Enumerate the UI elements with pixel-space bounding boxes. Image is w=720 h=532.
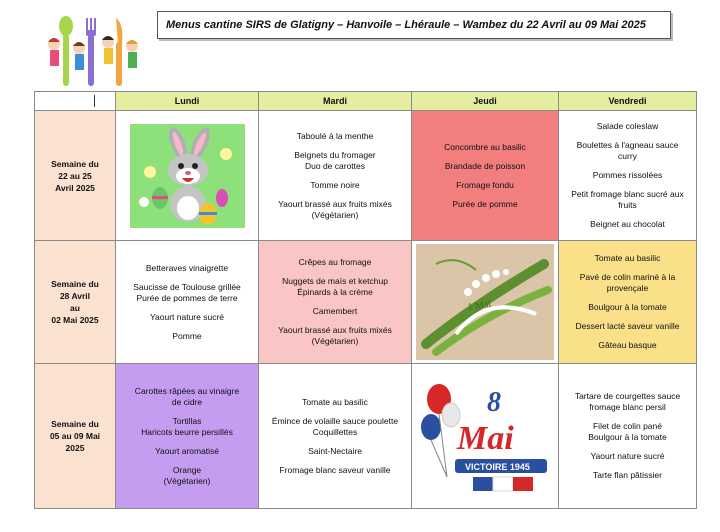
dish: Salade coleslaw bbox=[596, 121, 659, 131]
week-row-3 bbox=[35, 364, 697, 509]
col-header-jeudi: Jeudi bbox=[412, 92, 559, 111]
dish: Yaourt brassé aux fruits mixés (Végétarien) bbox=[278, 198, 392, 220]
dish: Orange (Végétarien) bbox=[163, 464, 211, 486]
dish: Boulgour à la tomate bbox=[588, 302, 667, 312]
week-label-2: Semaine du 28 Avril au 02 Mai 2025 bbox=[35, 241, 116, 364]
dish: Concombre au basilic bbox=[444, 141, 526, 152]
dish: Pomme bbox=[172, 330, 202, 341]
dish: Fromage blanc saveur vanille bbox=[279, 464, 391, 475]
page-title: Menus cantine SIRS de Glatigny – Hanvoile – Lhéraule – Wambez du 22 Avril au 09 Mai 2025 bbox=[166, 19, 646, 31]
dish: Filet de colin pané Boulgour à la tomate bbox=[588, 421, 667, 442]
dish: Beignets du fromager Duo de carottes bbox=[294, 149, 376, 171]
dish: Petit fromage blanc sucré aux fruits bbox=[571, 189, 684, 210]
victory-label: VICTOIRE 1945 bbox=[465, 462, 530, 472]
dish: Fromage fondu bbox=[456, 179, 514, 190]
title-box bbox=[157, 11, 671, 39]
dish: Tarte flan pâtissier bbox=[593, 470, 662, 480]
corner-cell bbox=[35, 92, 116, 111]
week-label-1: Semaine du 22 au 25 Avril 2025 bbox=[35, 111, 116, 241]
easter-image-cell bbox=[116, 111, 259, 241]
dish: Yaourt brassé aux fruits mixés (Végétarien) bbox=[278, 325, 392, 346]
mardi-week-2 bbox=[259, 241, 412, 364]
dish: Tomate au basilic bbox=[594, 253, 661, 263]
col-header-vendredi: Vendredi bbox=[559, 92, 697, 111]
dish: Tartare de courgettes sauce fromage blanc persil bbox=[574, 391, 681, 412]
image-caption: 1 Mai bbox=[466, 298, 492, 313]
victoire-1945-image bbox=[417, 377, 553, 495]
dish: Yaourt aromatisé bbox=[154, 445, 220, 456]
dish: Tomate au basilic bbox=[302, 396, 368, 407]
week-row-1 bbox=[35, 111, 697, 241]
cantine-kids-logo bbox=[34, 14, 144, 90]
dish: Tortillas Haricots beurre persillés bbox=[141, 415, 233, 437]
dish: Tomme noire bbox=[310, 179, 360, 190]
dish: Taboulé à la menthe bbox=[296, 130, 374, 141]
dish: Dessert lacté saveur vanille bbox=[575, 321, 680, 331]
dish: Pommes rissolées bbox=[592, 170, 663, 180]
dish: Betteraves vinaigrette bbox=[145, 262, 229, 273]
victory-image-cell bbox=[412, 364, 559, 509]
dish: Beignet au chocolat bbox=[590, 219, 665, 229]
lily-of-the-valley-image bbox=[416, 244, 554, 360]
lily-of-valley-image-cell bbox=[412, 241, 559, 364]
dish: Émince de volaille sauce poulette Coquillettes bbox=[271, 415, 399, 437]
dish: Purée de pomme bbox=[452, 198, 518, 209]
victory-month: Mai bbox=[457, 420, 514, 457]
col-header-lundi: Lundi bbox=[116, 92, 259, 111]
dish: Boulettes à l'agneau sauce curry bbox=[576, 140, 679, 161]
week-row-2 bbox=[35, 241, 697, 364]
dish: Pavé de colin mariné à la provençale bbox=[579, 272, 676, 293]
dish: Carottes râpées au vinaigre de cidre bbox=[134, 385, 240, 407]
vendredi-week-3 bbox=[559, 364, 697, 509]
lundi-week-2 bbox=[116, 241, 259, 364]
lundi-week-3 bbox=[116, 364, 259, 509]
vendredi-week-2 bbox=[559, 241, 697, 364]
dish: Crêpes au fromage bbox=[298, 257, 372, 267]
dish: Yaourt nature sucré bbox=[149, 311, 225, 322]
dish: Gâteau basque bbox=[598, 340, 657, 350]
dish: Nuggets de maïs et ketchup Épinards à la crème bbox=[282, 276, 388, 297]
mardi-week-3 bbox=[259, 364, 412, 509]
easter-bunny-image bbox=[130, 124, 245, 228]
dish: Saint-Nectaire bbox=[308, 445, 362, 456]
week-label-3: Semaine du 05 au 09 Mai 2025 bbox=[35, 364, 116, 509]
dish: Camembert bbox=[312, 306, 358, 316]
mardi-week-1 bbox=[259, 111, 412, 241]
jeudi-week-1 bbox=[412, 111, 559, 241]
dish: Yaourt nature sucré bbox=[590, 451, 665, 461]
dish: Saucisse de Toulouse grillée Purée de pommes de terre bbox=[133, 281, 241, 303]
col-header-mardi: Mardi bbox=[259, 92, 412, 111]
dish: Brandade de poisson bbox=[444, 160, 526, 171]
header-row bbox=[35, 92, 697, 111]
vendredi-week-1 bbox=[559, 111, 697, 241]
menu-table bbox=[34, 91, 697, 509]
victory-number: 8 bbox=[487, 387, 501, 418]
